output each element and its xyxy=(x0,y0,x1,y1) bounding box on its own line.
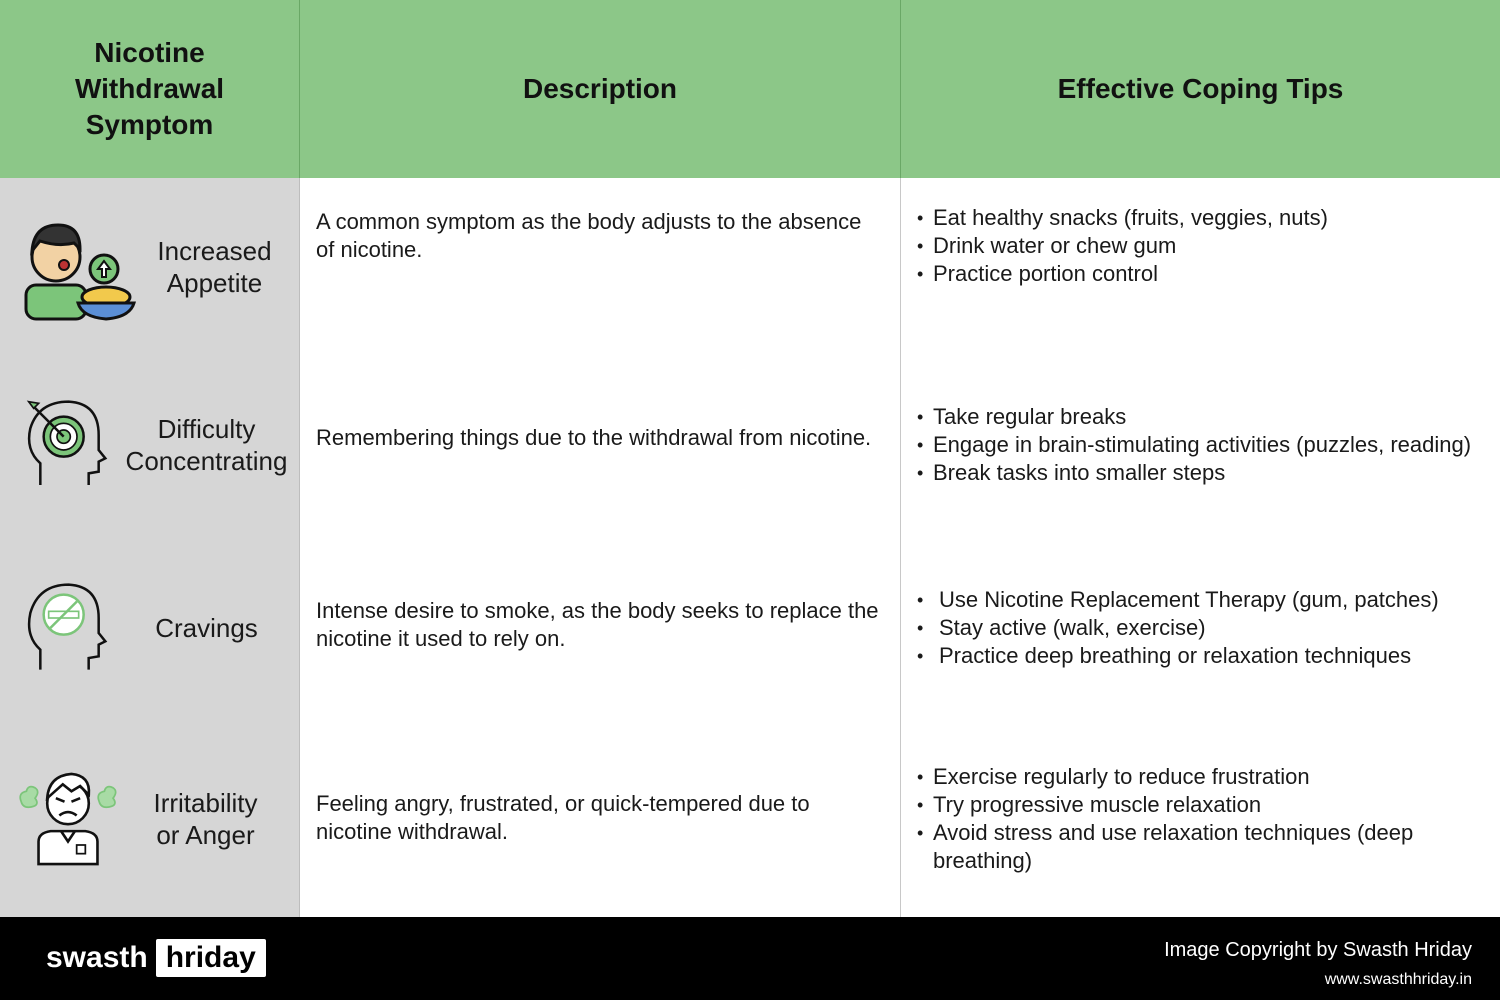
header-tips: Effective Coping Tips xyxy=(901,0,1500,178)
tip-item: • Use Nicotine Replacement Therapy (gum, patches) xyxy=(917,586,1439,614)
person-eating-icon xyxy=(18,207,138,327)
symptom-cell-appetite xyxy=(0,178,300,356)
tips-list xyxy=(917,204,1328,288)
tip-item: • Engage in brain-stimulating activities (puzzles, reading) xyxy=(917,431,1471,459)
tip-item: • Practice portion control xyxy=(917,260,1328,288)
symptom-line1: Increased xyxy=(157,236,272,266)
tips-cell xyxy=(901,534,1500,721)
tip-item: • Stay active (walk, exercise) xyxy=(917,614,1439,642)
description-cell xyxy=(300,721,901,917)
tips-list xyxy=(917,586,1439,670)
symptom-line2: Concentrating xyxy=(125,446,288,476)
description-cell xyxy=(300,356,901,534)
brand-part2: hriday xyxy=(156,939,266,977)
brand-logo[interactable] xyxy=(46,939,266,977)
tip-item: • Avoid stress and use relaxation techniques (deep breathing) xyxy=(917,819,1482,875)
description-text: Feeling angry, frustrated, or quick-tempered due to nicotine withdrawal. xyxy=(316,791,810,844)
tip-item: • Practice deep breathing or relaxation techniques xyxy=(917,642,1439,670)
tip-item: • Try progressive muscle relaxation xyxy=(917,791,1482,819)
description-cell xyxy=(300,534,901,721)
symptom-line1: Irritability xyxy=(153,788,258,818)
tips-list xyxy=(917,763,1482,875)
symptom-label xyxy=(138,235,299,299)
symptom-line1: Cravings xyxy=(155,612,258,643)
description-text: Intense desire to smoke, as the body seeks to replace the nicotine it used to rely on. xyxy=(316,597,879,651)
copyright-block xyxy=(1164,937,1472,991)
copyright-text: Image Copyright by Swasth Hriday xyxy=(1164,939,1472,961)
tip-item: • Drink water or chew gum xyxy=(917,232,1328,260)
symptom-line1: Difficulty xyxy=(157,414,256,444)
symptom-cell-irritability xyxy=(0,721,300,917)
tip-item: • Break tasks into smaller steps xyxy=(917,459,1471,487)
description-text: A common symptom as the body adjusts to the absence of nicotine. xyxy=(316,209,862,262)
tips-cell xyxy=(901,356,1500,534)
head-target-icon xyxy=(22,390,122,500)
tip-item: • Eat healthy snacks (fruits, veggies, nuts) xyxy=(917,204,1328,232)
header-description: Description xyxy=(300,0,901,178)
symptom-line2: or Anger xyxy=(156,820,255,850)
footer xyxy=(0,917,1500,1000)
tips-cell xyxy=(901,178,1500,356)
symptom-cell-cravings xyxy=(0,534,300,721)
website-link[interactable]: www.swasthhriday.in xyxy=(1324,971,1472,988)
symptom-cell-concentrating xyxy=(0,356,300,534)
description-text: Remembering things due to the withdrawal from nicotine. xyxy=(316,425,872,450)
head-no-smoking-icon xyxy=(22,573,122,683)
angry-person-icon xyxy=(16,764,120,874)
tip-item: • Exercise regularly to reduce frustration xyxy=(917,763,1482,791)
tips-cell xyxy=(901,721,1500,917)
tips-list xyxy=(917,403,1471,487)
symptom-line2: Appetite xyxy=(166,268,263,298)
tip-item: • Take regular breaks xyxy=(917,403,1471,431)
symptom-label xyxy=(122,413,299,477)
symptom-label xyxy=(122,612,299,644)
header-symptom: Nicotine Withdrawal Symptom xyxy=(0,0,300,178)
symptom-label xyxy=(120,787,299,851)
brand-part1: swasth xyxy=(46,941,148,974)
description-cell xyxy=(300,178,901,356)
